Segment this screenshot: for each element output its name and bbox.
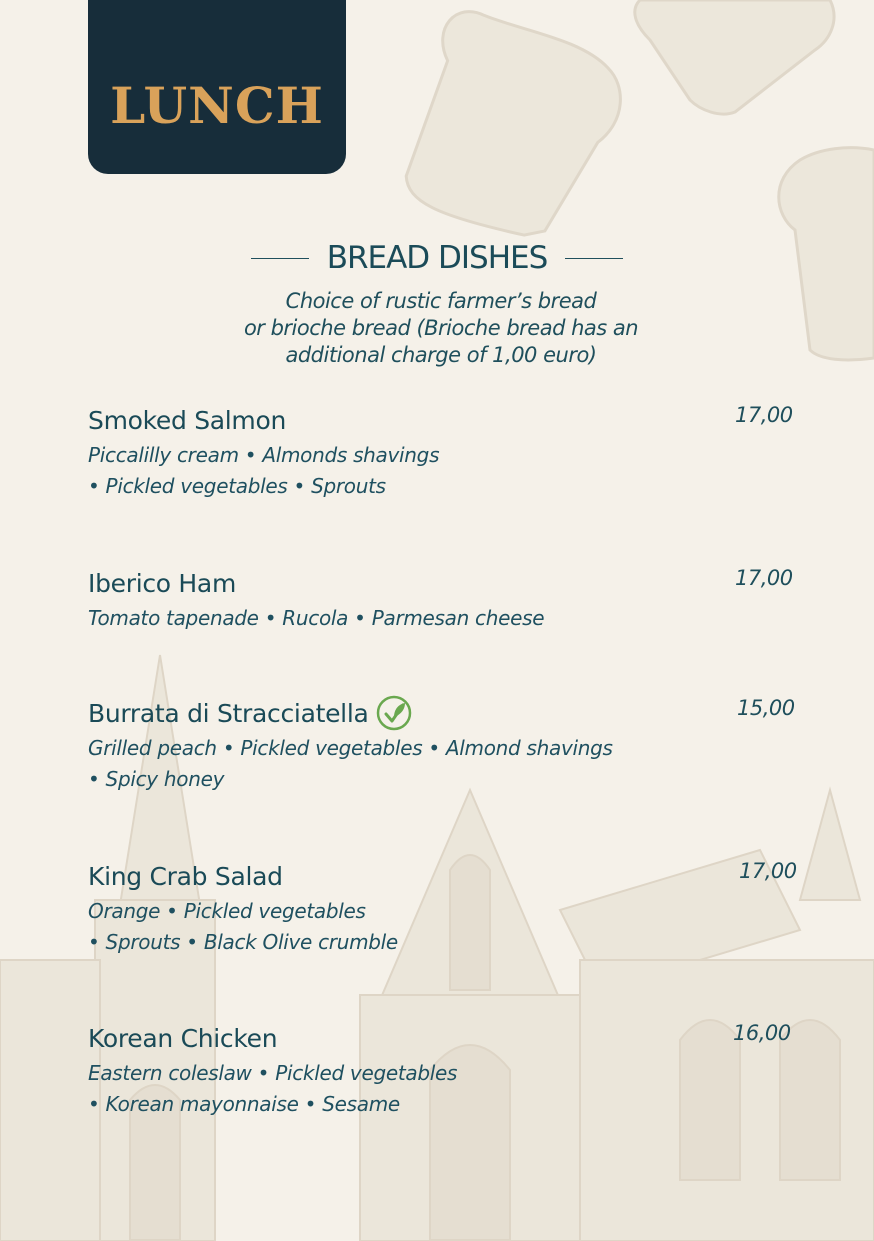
- dish-name: [88, 696, 788, 730]
- dish-description-line: Piccalilly cream • Almonds shavings: [88, 443, 440, 467]
- dish-name-text: Burrata di Stracciatella: [88, 698, 369, 728]
- dish-description-line: • Pickled vegetables • Sprouts: [88, 474, 386, 498]
- dish-name: [88, 403, 788, 437]
- dish-name: [88, 1021, 788, 1055]
- dish-price: 15,00: [737, 696, 795, 720]
- intro-line: additional charge of 1,00 euro): [285, 343, 597, 367]
- page-title: LUNCH: [110, 75, 324, 135]
- intro-line: Choice of rustic farmer’s bread: [285, 289, 597, 313]
- dish-price: 17,00: [735, 403, 793, 427]
- leaf-check-icon: [376, 695, 412, 731]
- menu-item-korean-chicken: [88, 1021, 791, 1120]
- dish-description-line: • Sprouts • Black Olive crumble: [88, 930, 398, 954]
- dish-name: [88, 859, 788, 893]
- dish-name: [88, 566, 788, 600]
- dish-description: [88, 896, 788, 958]
- divider-right: [565, 258, 623, 259]
- dish-description-line: • Spicy honey: [88, 767, 225, 791]
- dish-description: [88, 440, 788, 502]
- dish-description-line: Grilled peach • Pickled vegetables • Almond shavings: [88, 736, 613, 760]
- dish-description-line: Orange • Pickled vegetables: [88, 899, 366, 923]
- section-title: BREAD DISHES: [326, 240, 548, 276]
- menu-item-king-crab-salad: [88, 859, 797, 958]
- dish-description: [88, 1058, 788, 1120]
- dish-description-line: • Korean mayonnaise • Sesame: [88, 1092, 400, 1116]
- dish-price: 17,00: [735, 566, 793, 590]
- dish-description-line: Eastern coleslaw • Pickled vegetables: [88, 1061, 458, 1085]
- dish-description: [88, 733, 788, 795]
- dish-name-text: Iberico Ham: [88, 568, 237, 598]
- dish-name-text: King Crab Salad: [88, 861, 283, 891]
- dish-name-text: Smoked Salmon: [88, 405, 287, 435]
- lunch-header-badge: [88, 0, 346, 174]
- menu-item-smoked-salmon: [88, 403, 793, 502]
- section-header: [0, 240, 874, 276]
- menu-item-iberico-ham: [88, 566, 793, 634]
- menu-item-burrata: [88, 696, 795, 795]
- section-intro: [0, 288, 874, 369]
- dish-price: 16,00: [733, 1021, 791, 1045]
- intro-line: or brioche bread (Brioche bread has an: [243, 316, 639, 340]
- divider-left: [251, 258, 309, 259]
- dish-price: 17,00: [739, 859, 797, 883]
- dish-name-text: Korean Chicken: [88, 1023, 278, 1053]
- dish-description: [88, 603, 788, 634]
- dish-description-line: Tomato tapenade • Rucola • Parmesan cheese: [88, 606, 545, 630]
